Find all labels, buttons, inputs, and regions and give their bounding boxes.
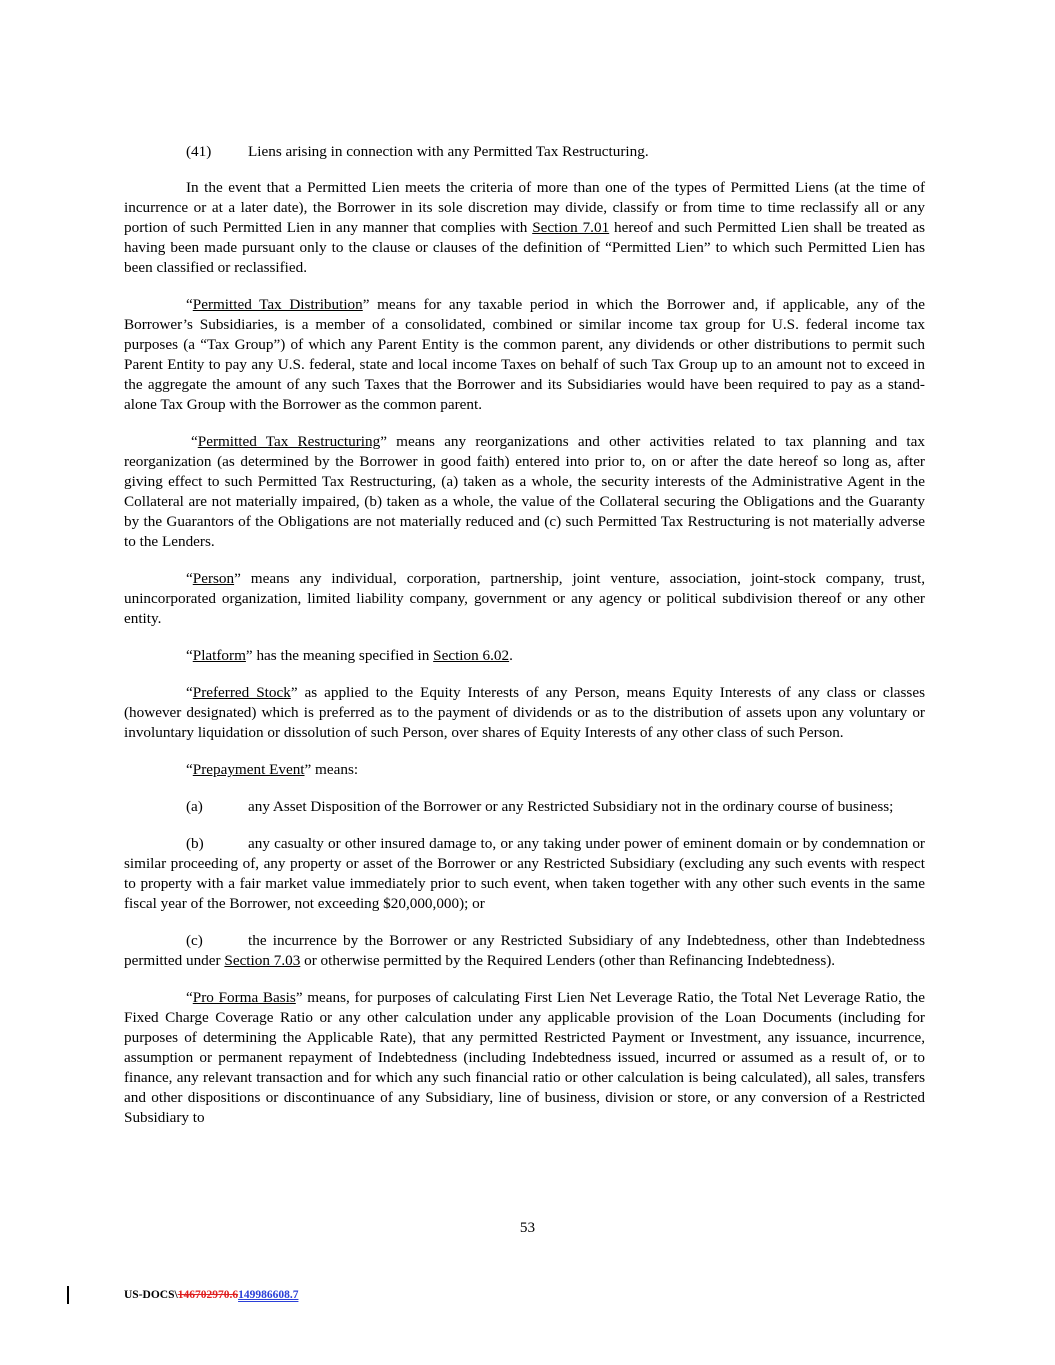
clause-number: (a) <box>186 798 203 815</box>
section-reference: Section 7.01 <box>532 219 610 236</box>
defined-term: Prepayment Event <box>192 761 305 778</box>
definition-text: ” means, for purposes of calculating First Lien Net Leverage Ratio, the Total Net Leverage Ratio, the Fixed Charge Coverage Ratio or any other calculation under any applicable provision of the Loan Documents (including for purposes of determining the Applicable Rate), that any permitted Restricted Payment or Investment, any issuance, incurrence, assumption or permanent repayment of Indebtedness (including Indebtedness issued, incurred or assumed as a result of, or to finance, any relevant transaction and for which any such financial ratio or other calculation is being calculated), all sales, transfers and other dispositions or discontinuance of any Subsidiary, line of business, division or store, or any conversion of a Restricted Subsidiary to <box>124 989 925 1126</box>
defined-term: Platform <box>192 647 246 664</box>
document-id-footer <box>124 1289 298 1301</box>
doc-id-deleted: 146702970.6 <box>177 1289 239 1301</box>
definition-text: . <box>509 647 513 664</box>
clause-text: any Asset Disposition of the Borrower or any Restricted Subsidiary not in the ordinary course of business; <box>248 798 894 815</box>
definition-text: ” has the meaning specified in <box>245 647 434 664</box>
definition-text: ” as applied to the Equity Interests of any Person, means Equity Interests of any class or classes (however designated) which is preferred as to the payment of dividends or as to the distribution of assets upon any voluntary or involuntary liquidation or dissolution of such Person, over shares of Equity Interests of any other class of such Person. <box>124 684 925 741</box>
prepayment-clause-c <box>124 931 925 971</box>
clause-text: the incurrence by the Borrower or any Restricted Subsidiary of any Indebtedness, other than Indebtedness permitted under <box>124 932 925 969</box>
paragraph-text: In the event that a Permitted Lien meets the criteria of more than one of the types of Permitted Liens (at the time of incurrence or at a later date), the Borrower in its sole discretion may divide, classify or from time to time reclassify all or any portion of such Permitted Lien in any manner that complies with <box>124 179 925 236</box>
clause-text: Liens arising in connection with any Permitted Tax Restructuring. <box>248 143 649 160</box>
definition-preferred-stock: “Preferred Stock” as applied to the Equity Interests of any Person, means Equity Interests of any class or classes (however designated) which is preferred as to the payment of dividends or as to the distribution of assets upon any voluntary or involuntary liquidation or dissolution of such Person, over shares of Equity Interests of any other class of such Person. <box>124 684 925 741</box>
definition-text: ” means any reorganizations and other activities related to tax planning and tax reorganization (as determined by the Borrower in good faith) entered into prior to, on or after the date hereof so long as, after giving effect to such Permitted Tax Restructuring, (a) taken as a whole, the security interests of the Administrative Agent in the Collateral are not materially impaired, (b) taken as a whole, the value of the Collateral securing the Obligations and the Guaranty by the Guarantors of the Obligations are not materially reduced and (c) such Permitted Tax Restructuring is not materially adverse to the Lenders. <box>124 433 925 550</box>
definition-prepayment-event: “Prepayment Event” means: <box>186 761 359 778</box>
definition-text: ” means for any taxable period in which the Borrower and, if applicable, any of the Borrower’s Subsidiaries, is a member of a consolidated, combined or similar income tax group for U.S. federal income tax purposes (a “Tax Group”) of which any Parent Entity is the common parent, any dividends or other distributions to permit such Parent Entity to pay any U.S. federal, state and local income Taxes on behalf of such Tax Group up to an amount not to exceed in the aggregate the amount of any such Taxes that the Borrower and its Subsidiaries would have been required to pay as a stand-alone Tax Group with the Borrower as the common parent. <box>124 296 925 413</box>
section-reference: Section 6.02 <box>433 647 510 664</box>
defined-term: Permitted Tax Restructuring <box>197 433 381 450</box>
page-number: 53 <box>519 1219 536 1236</box>
definition-platform: “Platform” has the meaning specified in Section 6.02. <box>186 647 513 664</box>
prepayment-clause-b <box>124 834 925 914</box>
clause-text: or otherwise permitted by the Required Lenders (other than Refinancing Indebtedness). <box>300 952 836 969</box>
definition-person: “Person” means any individual, corporation, partnership, joint venture, association, joint-stock company, trust, unincorporated organization, limited liability company, government or any agency or political subdivision thereof or any other entity. <box>124 570 925 627</box>
definition-permitted-tax-restructuring: “Permitted Tax Restructuring” means any reorganizations and other activities related to tax planning and tax reorganization (as determined by the Borrower in good faith) entered into prior to, on or after the date hereof so long as, after giving effect to such Permitted Tax Restructuring, (a) taken as a whole, the security interests of the Administrative Agent in the Collateral are not materially impaired, (b) taken as a whole, the value of the Collateral securing the Obligations and the Guaranty by the Guarantors of the Obligations are not materially reduced and (c) such Permitted Tax Restructuring is not materially adverse to the Lenders. <box>124 433 925 550</box>
definition-text: ” means any individual, corporation, partnership, joint venture, association, joint-stock company, trust, unincorporated organization, limited liability company, government or any agency or political subdivision thereof or any other entity. <box>124 570 925 627</box>
defined-term: Preferred Stock <box>192 684 291 701</box>
clause-number: (c) <box>186 932 203 949</box>
document-body <box>124 142 925 1145</box>
revision-change-bar <box>67 1286 69 1304</box>
paragraph-permitted-lien-classification <box>124 178 925 278</box>
doc-id-prefix: US-DOCS\ <box>124 1289 178 1301</box>
defined-term: Pro Forma Basis <box>192 989 296 1006</box>
section-reference: Section 7.03 <box>224 952 301 969</box>
prepayment-clause-a <box>124 797 925 817</box>
clause-number: (41) <box>186 143 212 160</box>
definition-text: ” means: <box>304 761 359 778</box>
definition-permitted-tax-distribution: “Permitted Tax Distribution” means for any taxable period in which the Borrower and, if applicable, any of the Borrower’s Subsidiaries, is a member of a consolidated, combined or similar income tax group for U.S. federal income tax purposes (a “Tax Group”) of which any Parent Entity is the common parent, any dividends or other distributions to permit such Parent Entity to pay any U.S. federal, state and local income Taxes on behalf of such Tax Group up to an amount not to exceed in the aggregate the amount of any such Taxes that the Borrower and its Subsidiaries would have been required to pay as a stand-alone Tax Group with the Borrower as the common parent. <box>124 296 925 413</box>
definition-pro-forma-basis: “Pro Forma Basis” means, for purposes of calculating First Lien Net Leverage Ratio, the Total Net Leverage Ratio, the Fixed Charge Coverage Ratio or any other calculation under any applicable provision of the Loan Documents (including for purposes of determining the Applicable Rate), that any permitted Restricted Payment or Investment, any issuance, incurrence, assumption or permanent repayment of Indebtedness (including Indebtedness issued, incurred or assumed as a result of, or to finance, any relevant transaction and for which any such financial ratio or other calculation is being calculated), all sales, transfers and other dispositions or discontinuance of any Subsidiary, line of business, division or store, or any conversion of a Restricted Subsidiary to <box>124 989 925 1126</box>
clause-text: any casualty or other insured damage to, or any taking under power of eminent domain or by condemnation or similar proceeding of, any property or asset of the Borrower or any Restricted Subsidiary (excluding any such events with respect to property with a fair market value immediately prior to such event, when taken together with any other such events in the same fiscal year of the Borrower, not exceeding $20,000,000); or <box>124 835 925 912</box>
doc-id-inserted: 149986608.7 <box>238 1289 299 1301</box>
defined-term: Permitted Tax Distribution <box>192 296 363 313</box>
clause-number: (b) <box>186 835 204 852</box>
defined-term: Person <box>192 570 235 587</box>
clause-41 <box>124 142 925 162</box>
paragraph-text: hereof and such Permitted Lien shall be treated as having been made pursuant only to the clause or clauses of the definition of “Permitted Lien” to which such Permitted Lien has been classified or reclassified. <box>124 219 926 276</box>
